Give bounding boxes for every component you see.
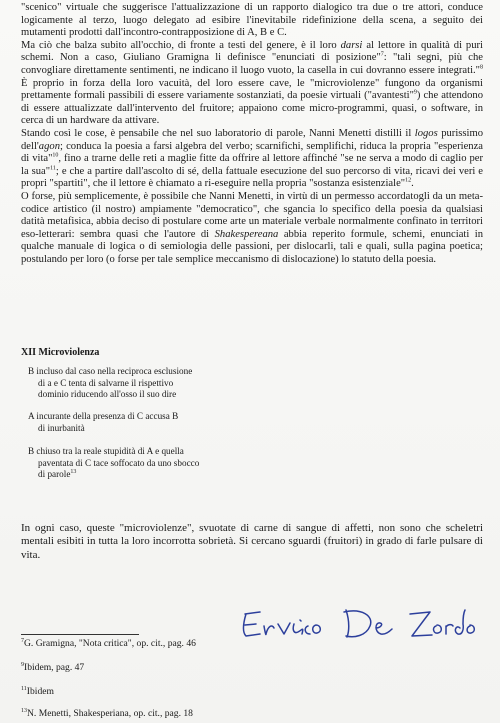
footnote-9: $^9$Ibidem, pag. 47 — [21, 661, 85, 673]
paragraph-4: O forse, più semplicemente, è possibile che Nanni Menetti, in virtù di un permesso accordatogli da un meta-codice artistico (il nostro) ampiamente "democratico", che sgancia lo specifico della poesia da qualsiasi datità metafisica, abbia deciso di postulare come arte un materiale verbale normalmente confinato in territori eso-letterari: sembra quasi che l'autore di Shakespereana abbia reperito formule, schemi, enunciati in qualche manuale di logica o di semiologia delle passioni, per dislocarli, tali e quali, sulla pagina poetica; postulando per loro (o forse per tale semplice meccanismo di dislocazione) lo statuto della poesia. — [21, 190, 483, 265]
footnote-ref-10: 10 — [52, 152, 59, 159]
poem-stanza-2: A incurante della presenza di C accusa B di inurbanità — [28, 411, 179, 433]
essay-body — [21, 2, 483, 266]
footnote-11: $^{11}$Ibidem — [21, 685, 54, 697]
section-title: XII Microviolenza — [21, 347, 100, 358]
footnote-13: $^{13}$N. Menetti, Shakesperiana, op. cit., pag. 18 — [21, 707, 193, 719]
footnote-7: $^7$G. Gramigna, "Nota critica", op. cit., pag. 46 — [21, 637, 196, 649]
handwritten-signature — [234, 596, 484, 646]
poem-stanza-1: B incluso dal caso nella reciproca esclusione di a e C tenta di salvarne il rispettivo dominio riducendo all'osso il suo dire — [28, 366, 193, 400]
footnote-ref-7: 7 — [380, 51, 384, 58]
footnote-ref-13: 13 — [70, 469, 77, 476]
footnote-ref-11: 11 — [50, 165, 56, 172]
closing-paragraph: In ogni caso, queste "microviolenze", svuotate di carne di sangue di affetti, non sono che scheletri mentali esibiti in tutta la loro incorrotta sobrietà. Si cercano sguardi (fruitori) in grado di farle pulsare di vita. — [21, 522, 483, 561]
paragraph-3: Stando così le cose, è pensabile che nel suo laboratorio di parole, Nanni Menetti distilli il logos purissimo dell'agon; conduca la poesia a farsi algebra del verbo; scarnifichi, semplifichi, riduca la propria "esperienza di vita"$^{10}$, fino a trarne delle reti a maglie fitte da offrire al lettore affinché "se ne serva a modo di caglio per la sua"$^{11}$; e che a partire dall'ascolto di sé, della fattuale esecuzione del suo percorso di vita, ricavi dei veri e propri "spartiti", che il lettore è chiamato a ri-eseguire nella propria "sostanza esistenziale"$^{12}$. — [21, 127, 483, 190]
footnote-ref-8: 8 — [480, 64, 483, 71]
footnote-ref-9: 9 — [413, 89, 417, 96]
paragraph-1: "scenico" virtuale che suggerisce l'attualizzazione di un rapporto dialogico tra due o tre attori, conduce logicamente al terzo, luogo delegato ad esibire l'inevitabile ridefinizione della scena, a seguito dei mutamenti prodotti dall'incontro-contrapposizione di A, B e C. — [21, 2, 483, 39]
footnote-divider — [21, 634, 139, 635]
poem-stanza-3: B chiuso tra la reale stupidità di A e quella paventata di C tace soffocato da uno sbocco di parole$^{13}$ — [28, 446, 200, 480]
paragraph-2: Ma ciò che balza subito all'occhio, di fronte a testi del genere, è il loro darsi al lettore in qualità di puri schemi. Non a caso, Giuliano Gramigna li definisce "enunciati di posizione"$^7$: "tali segni, più che convogliare direttamente sentimenti, ne indicano il luogo vuoto, la casella in cui dovranno essere integrati."$^8$ È proprio in forza della loro vacuità, del loro essere cave, le "microviolenze" fungono da organismi prettamente formali passibili di essere variamente sostanziati, da poesie virtuali ("avantesti"$^9$) che attendono di essere attualizzate dall'intervento del fruitore; appaiono come micro-programmi, quasi, o software, in cerca di un hardware da attivare. — [21, 39, 484, 127]
footnote-ref-12: 12 — [405, 177, 412, 184]
